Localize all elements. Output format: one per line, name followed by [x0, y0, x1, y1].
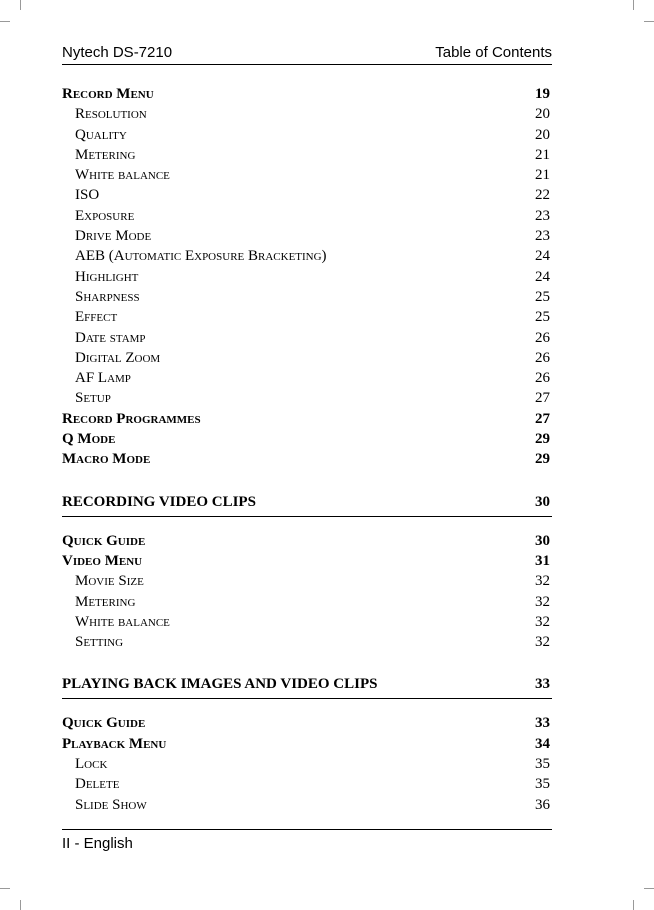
crop-mark: [644, 21, 654, 22]
page-header: [62, 42, 552, 65]
toc-entry-title: Slide Show: [75, 796, 147, 813]
toc-entry-title: Sharpness: [75, 288, 140, 305]
toc-entry[interactable]: [62, 754, 552, 774]
toc-entry-title: RECORDING VIDEO CLIPS: [62, 493, 256, 510]
toc-entry-title: Record Menu: [62, 86, 154, 102]
toc-entry[interactable]: [62, 125, 552, 145]
toc-entry[interactable]: [62, 206, 552, 226]
toc-entry[interactable]: [62, 795, 552, 815]
toc-entry[interactable]: [62, 551, 552, 571]
page-footer: II - English: [62, 835, 133, 852]
toc-entry[interactable]: [62, 409, 552, 429]
crop-mark: [633, 900, 634, 910]
toc-entry[interactable]: [62, 328, 552, 348]
toc-entry-page: 25: [535, 288, 550, 305]
toc-entry[interactable]: [62, 267, 552, 287]
toc-entry-page: 24: [535, 268, 550, 285]
toc-entry-page: 30: [535, 493, 550, 510]
crop-mark: [20, 900, 21, 910]
toc-entry[interactable]: [62, 429, 552, 449]
toc-entry-page: 32: [535, 613, 550, 630]
toc-entry-title: Quality: [75, 126, 127, 143]
document-title: Nytech DS-7210: [62, 44, 173, 61]
toc-entry-page: 26: [535, 329, 550, 346]
table-of-contents: [62, 84, 552, 815]
toc-entry-title: Macro Mode: [62, 451, 151, 468]
toc-entry[interactable]: [62, 388, 552, 408]
toc-entry-page: 19: [535, 86, 550, 102]
toc-entry[interactable]: [62, 774, 552, 794]
toc-entry-page: 29: [535, 451, 550, 468]
toc-entry-page: 20: [535, 106, 550, 123]
toc-entry-page: 34: [535, 735, 550, 752]
toc-entry-page: 27: [535, 390, 550, 407]
toc-entry-page: 32: [535, 634, 550, 651]
toc-entry-page: 21: [535, 146, 550, 163]
toc-entry-page: 35: [535, 776, 550, 793]
toc-entry[interactable]: [62, 612, 552, 632]
toc-entry-page: 25: [535, 309, 550, 326]
toc-entry[interactable]: [62, 368, 552, 388]
toc-entry-title: Metering: [75, 593, 136, 610]
toc-entry-page: 33: [535, 715, 550, 732]
toc-entry-title: Resolution: [75, 106, 147, 123]
toc-section-heading[interactable]: [62, 494, 552, 517]
toc-entry-page: 20: [535, 126, 550, 143]
toc-entry-title: Highlight: [75, 268, 139, 285]
toc-section-heading[interactable]: [62, 676, 552, 699]
toc-entry-title: Video Menu: [62, 552, 143, 569]
toc-entry-title: PLAYING BACK IMAGES AND VIDEO CLIPS: [62, 676, 378, 693]
toc-entry-title: Digital Zoom: [75, 349, 161, 366]
toc-entry-title: Metering: [75, 146, 136, 163]
toc-entry[interactable]: [62, 713, 552, 733]
toc-entry-page: 22: [535, 187, 550, 204]
toc-entry-title: Setup: [75, 390, 111, 407]
toc-entry-title: Playback Menu: [62, 735, 167, 752]
toc-entry[interactable]: [62, 449, 552, 469]
toc-entry-title: Delete: [75, 776, 120, 793]
toc-entry-page: 23: [535, 228, 550, 245]
toc-entry-title: Effect: [75, 309, 118, 326]
toc-entry-page: 23: [535, 207, 550, 224]
crop-mark: [20, 0, 21, 10]
toc-entry[interactable]: [62, 531, 552, 551]
toc-entry-title: AF Lamp: [75, 370, 131, 387]
toc-entry-title: White balance: [75, 167, 170, 184]
toc-entry-title: Lock: [75, 756, 108, 773]
toc-entry[interactable]: [62, 592, 552, 612]
toc-entry-page: 33: [535, 676, 550, 693]
toc-entry-title: White balance: [75, 613, 170, 630]
toc-entry-page: 27: [535, 410, 550, 427]
crop-mark: [644, 888, 654, 889]
toc-entry-title: Record Programmes: [62, 410, 201, 427]
toc-entry-page: 35: [535, 756, 550, 773]
toc-entry[interactable]: [62, 632, 552, 652]
toc-entry-title: Date stamp: [75, 329, 146, 346]
toc-entry[interactable]: [62, 145, 552, 165]
section-title: Table of Contents: [435, 44, 552, 61]
toc-entry[interactable]: [62, 307, 552, 327]
toc-entry-page: 32: [535, 593, 550, 610]
crop-mark: [0, 888, 10, 889]
toc-entry-title: Quick Guide: [62, 715, 146, 732]
toc-entry-page: 29: [535, 431, 550, 448]
footer-rule: [62, 829, 552, 830]
toc-entry[interactable]: [62, 226, 552, 246]
toc-entry-title: Q Mode: [62, 431, 116, 448]
toc-entry-page: 30: [535, 532, 550, 549]
toc-entry-page: 26: [535, 349, 550, 366]
toc-entry-page: 32: [535, 573, 550, 590]
toc-entry[interactable]: [62, 104, 552, 124]
toc-entry-page: 31: [535, 552, 550, 569]
toc-entry[interactable]: [62, 185, 552, 205]
toc-entry-title: Drive Mode: [75, 228, 152, 245]
toc-entry[interactable]: [62, 734, 552, 754]
toc-entry-page: 24: [535, 248, 550, 265]
crop-mark: [633, 0, 634, 10]
toc-entry[interactable]: [62, 571, 552, 591]
toc-entry[interactable]: [62, 246, 552, 266]
toc-entry-title: Quick Guide: [62, 532, 146, 549]
toc-entry[interactable]: [62, 287, 552, 307]
toc-entry[interactable]: [62, 84, 552, 104]
toc-entry-title: Setting: [75, 634, 124, 651]
toc-entry-page: 26: [535, 370, 550, 387]
toc-entry-title: Exposure: [75, 207, 135, 224]
toc-entry[interactable]: [62, 348, 552, 368]
toc-entry-title: ISO: [75, 187, 100, 204]
toc-entry-title: Movie Size: [75, 573, 144, 590]
crop-mark: [0, 21, 10, 22]
toc-entry-page: 21: [535, 167, 550, 184]
toc-entry-title: AEB (Automatic Exposure Bracketing): [75, 248, 327, 265]
toc-entry-page: 36: [535, 796, 550, 813]
toc-entry[interactable]: [62, 165, 552, 185]
